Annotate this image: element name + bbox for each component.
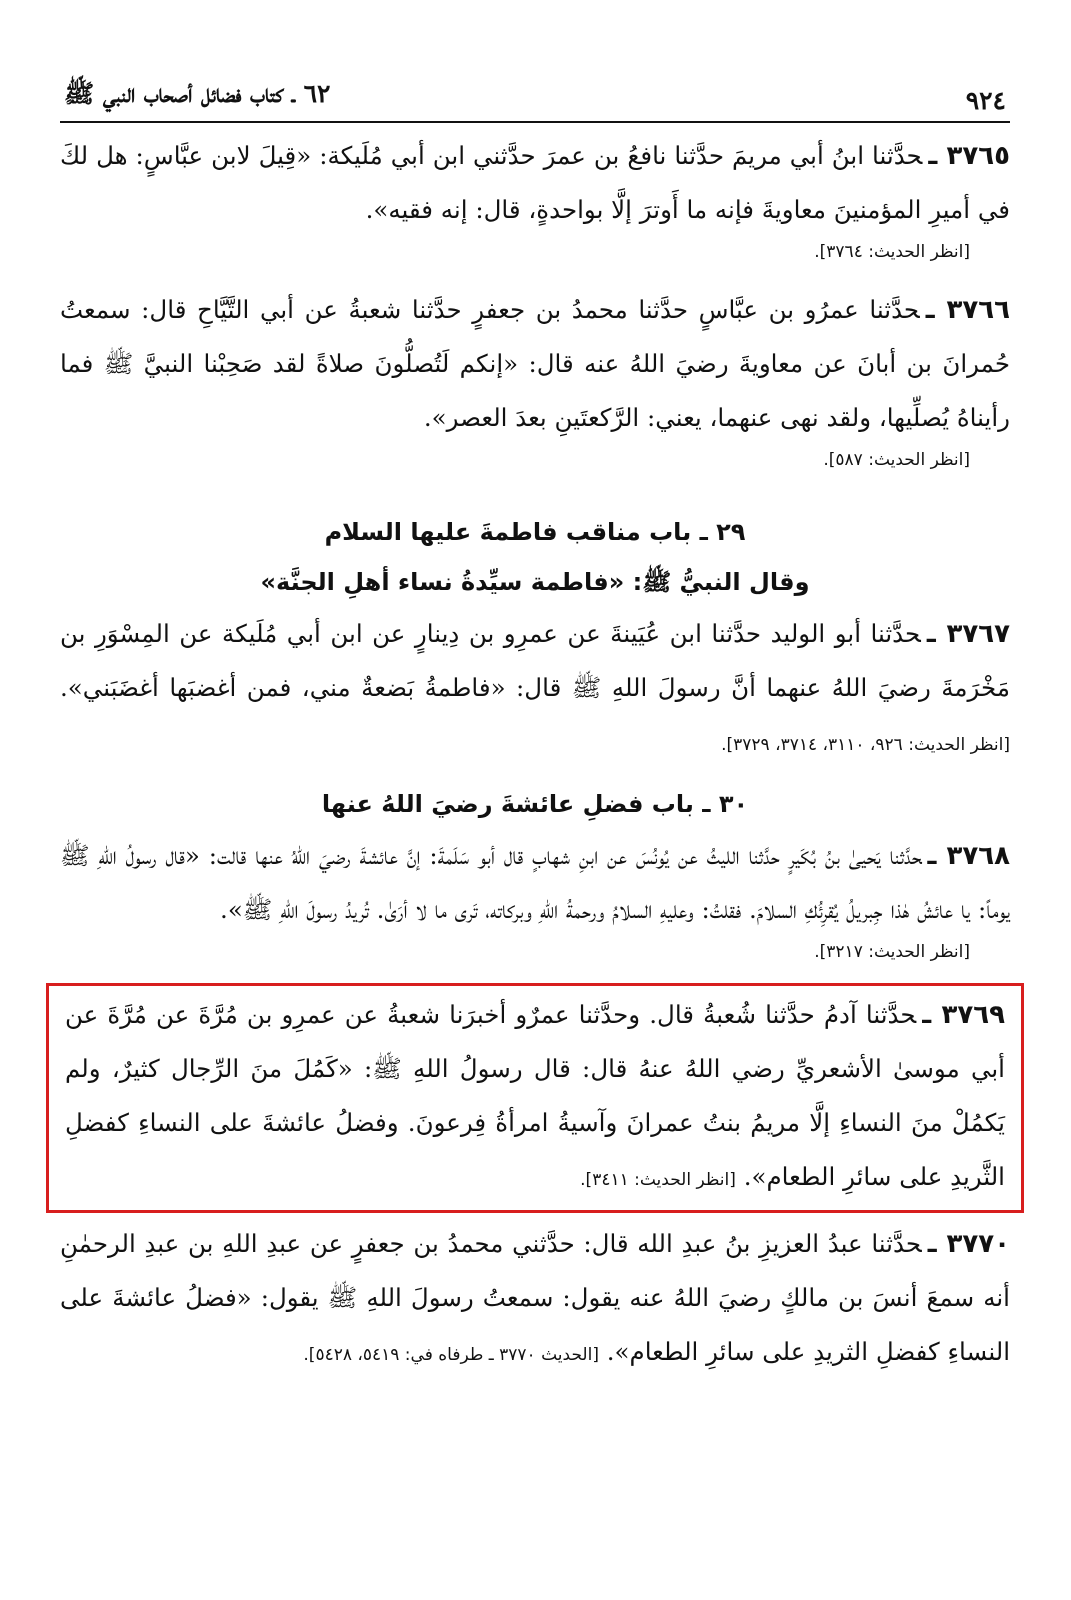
book-page [60, 78, 1010, 1379]
hadith-3766 [60, 283, 1010, 473]
hadith-text: حدَّثنا آدمُ حدَّثنا شُعبةُ قال. وحدَّثنا عمرٌو أخبرَنا شعبةُ عن عمرِو بن مُرَّةَ عن مُرَّةَ عن أبي موسىٰ الأشعريِّ رضي اللهُ عنهُ قال: قال رسولُ اللهِ ﷺ: «كَمُلَ منَ الرِّجال كثيرٌ، ولم يَكمُلْ منَ النساءِ إلَّا مريمُ بنتُ عمرانَ وآسيةُ امرأةُ فِرعونَ. وفضلُ عائشةَ على النساءِ كفضلِ الثَّريدِ على سائرِ الطعام». [65, 1000, 1005, 1191]
hadith-text: حدَّثنا عمرُو بن عبَّاسٍ حدَّثنا محمدُ بن جعفرٍ حدَّثنا شعبةُ عن أبي التَّيَّاحِ قال: سمعتُ حُمرانَ بن أبانَ عن معاويةَ رضيَ اللهُ عنه قال: «إنكم لَتُصلُّونَ صلاةً لقد صَحِبْنا النبيَّ ﷺ فما رأيناهُ يُصلِّيها، ولقد نهى عنهما، يعني: الرَّكعتَينِ بعدَ العصر». [60, 295, 1010, 432]
hadith-number: ٣٧٦٧ ـ [926, 619, 1010, 649]
chapter-subtitle: وقال النبيُّ ﷺ: «فاطمة سيِّدةُ نساء أهلِ الجنَّة» [260, 568, 810, 596]
hadith-3767 [60, 607, 1010, 769]
hadith-number: ٣٧٦٦ ـ [925, 295, 1010, 325]
hadith-3765 [60, 129, 1010, 265]
hadith-reference: [الحديث ٣٧٧٠ ـ طرفاه في: ٥٤١٩، ٥٤٢٨]. [303, 1345, 599, 1365]
page-number: ٩٢٤ [965, 86, 1006, 115]
chapter-title: ٣٠ ـ باب فضلِ عائشةَ رضيَ اللهُ عنها [321, 790, 749, 818]
hadith-reference: [انظر الحديث: ٣٢١٧]. [814, 942, 970, 962]
book-title: ٦٢ ـ كتاب فضائل أصحاب النبي ﷺ [64, 79, 331, 108]
chapter-title: ٢٩ ـ باب مناقب فاطمةَ عليها السلام [324, 518, 746, 546]
hadith-number: ٣٧٦٥ ـ [928, 141, 1010, 171]
hadith-text: حدَّثنا عبدُ العزيزِ بنُ عبدِ الله قال: حدَّثني محمدُ بن جعفرٍ عن عبدِ اللهِ بن عبدِ الرحمٰنِ أنه سمعَ أنسَ بن مالكٍ رضيَ اللهُ عنه يقول: سمعتُ رسولَ اللهِ ﷺ يقول: «فضلُ عائشةَ على النساءِ كفضلِ الثريدِ على سائرِ الطعام». [60, 1229, 1010, 1366]
chapter-29 [60, 507, 1010, 607]
hadith-text: حدَّثنا يَحيىٰ بنُ بُكَيرٍ حدَّثنا الليثُ عن يُونُسَ عن ابنِ شهابٍ قال أبو سَلَمةَ: إنَّ عائشةَ رضيَ اللهُ عنها قالت: «قال رسولُ اللهِ ﷺ يوماً: يا عائشُ هٰذا جِبريلُ يُقرِئُكِ السلامَ. فقلتُ: وعليهِ السلامُ ورحمةُ اللهِ وبركاته، تَرى ما لا أرَىٰ. تُريدُ رسولَ اللهِ ﷺ». [60, 841, 1010, 924]
page-header [60, 78, 1010, 123]
hadith-number: ٣٧٦٨ ـ [927, 841, 1010, 871]
hadith-reference: [انظر الحديث: ٥٨٧]. [823, 450, 970, 470]
hadith-3768 [60, 829, 1010, 965]
hadith-text: حدَّثنا ابنُ أبي مريمَ حدَّثنا نافعُ بن عمرَ حدَّثني ابن أبي مُلَيكة: «قِيلَ لابن عبَّاسٍ: هل لكَ في أميرِ المؤمنينَ معاويةَ فإنه ما أَوترَ إلَّا بواحدةٍ، قال: إنه فقيه». [60, 141, 1010, 224]
hadith-text: حدَّثنا أبو الوليد حدَّثنا ابن عُيَينةَ عن عمرِو بن دِينارٍ عن ابن أبي مُلَيكة عن المِسْوَرِ بن مَخْرَمةَ رضيَ اللهُ عنهما أنَّ رسولَ اللهِ ﷺ قال: «فاطمةُ بَضعةٌ مني، فمن أغضبَها أغضَبَني». [60, 619, 1010, 702]
hadith-reference: [انظر الحديث: ٣٧٦٤]. [814, 242, 970, 262]
highlighted-hadith-3769 [46, 983, 1024, 1213]
chapter-30 [60, 779, 1010, 829]
hadith-reference: [انظر الحديث: ٩٢٦، ٣١١٠، ٣٧١٤، ٣٧٢٩]. [721, 735, 1010, 755]
hadith-3770 [60, 1217, 1010, 1379]
hadith-number: ٣٧٧٠ ـ [927, 1229, 1010, 1259]
hadith-reference: [انظر الحديث: ٣٤١١]. [580, 1170, 736, 1190]
hadith-number: ٣٧٦٩ ـ [922, 1000, 1005, 1030]
